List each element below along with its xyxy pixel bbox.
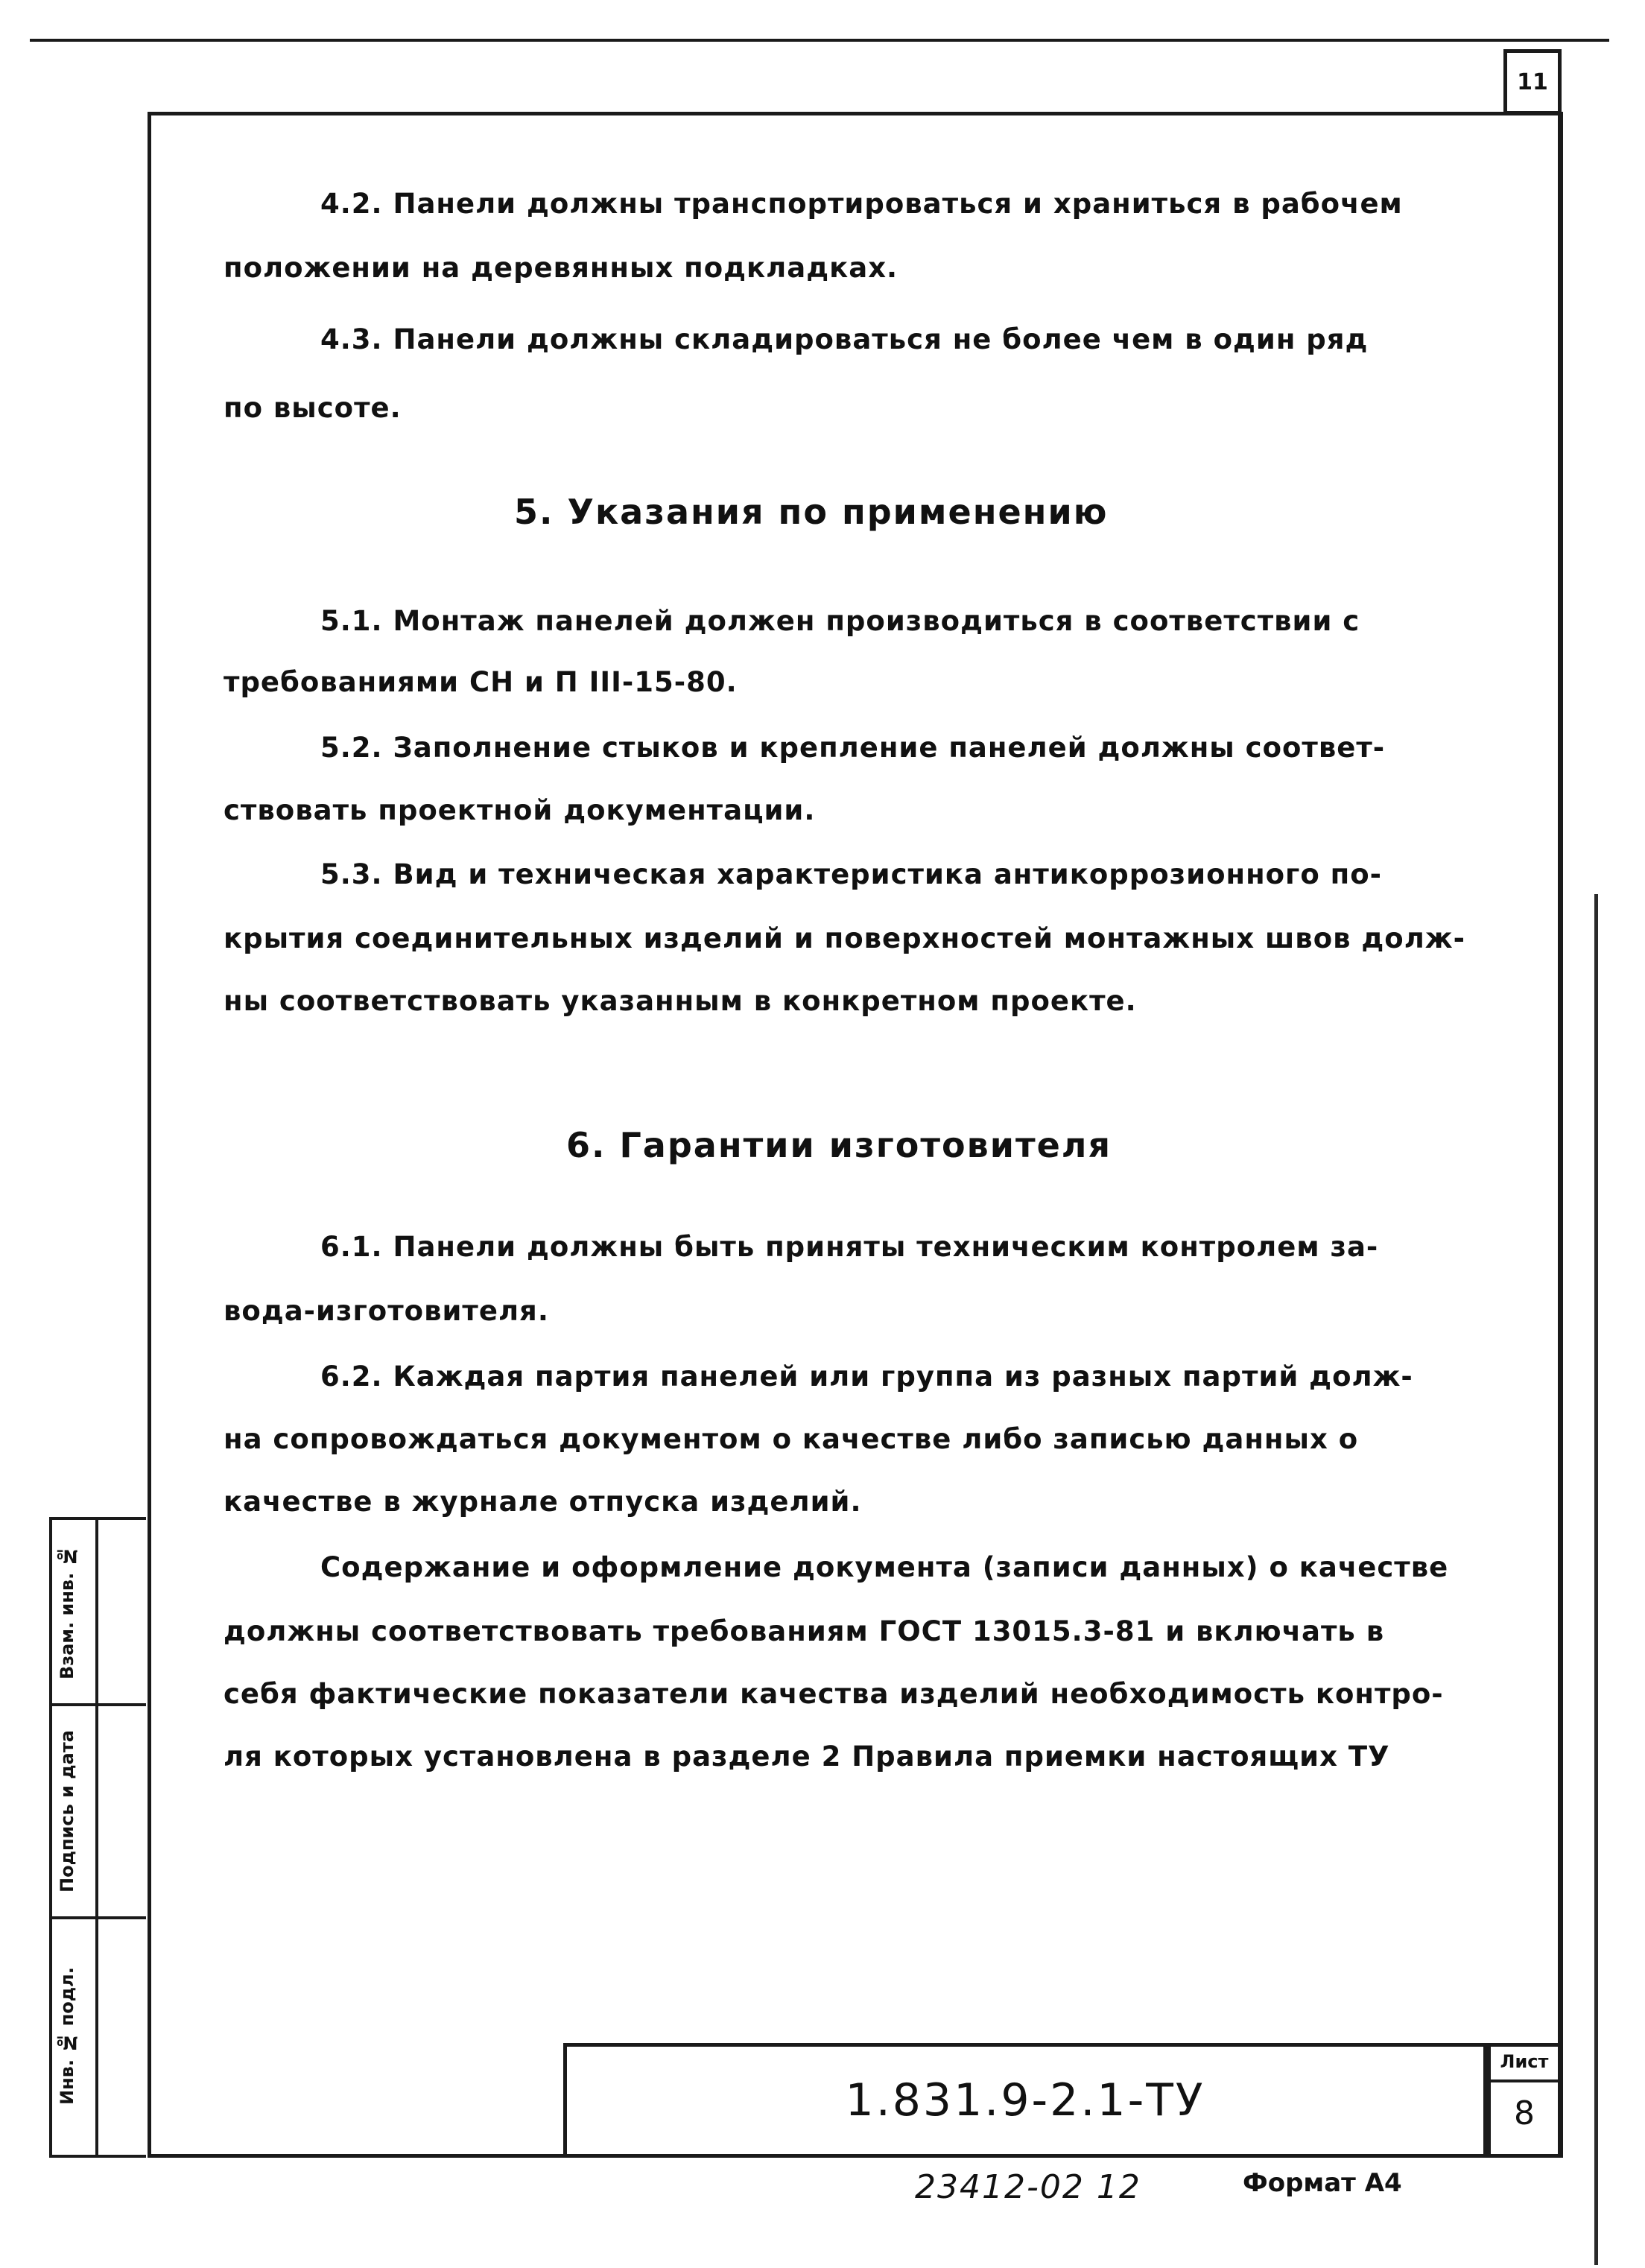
stamp-vzam-inv: Взам. инв. № [57, 1545, 77, 1679]
paragraph-5-3-line-1: 5.3. Вид и техническая характеристика антикоррозионного по- [320, 858, 1383, 890]
section-6-heading: 6. Гарантии изготовителя [566, 1125, 1112, 1165]
page-number: 11 [1503, 49, 1562, 115]
stamp-column-divider [95, 1520, 98, 2155]
paragraph-4-2-line-1: 4.2. Панели должны транспортироваться и храниться в рабочем [320, 188, 1403, 220]
frame-right-edge [1559, 112, 1563, 2158]
approval-stamp [49, 1517, 146, 2158]
paragraph-content-line-2: должны соответствовать требованиям ГОСТ 13015.3-81 и включать в [224, 1615, 1385, 1647]
sheet-divider [1491, 2079, 1558, 2082]
paragraph-6-2-line-1: 6.2. Каждая партия панелей или группа из разных партий долж- [320, 1361, 1413, 1393]
sheet-box [1487, 2043, 1562, 2158]
paragraph-4-3-line-1: 4.3. Панели должны складироваться не более чем в один ряд [320, 323, 1369, 355]
scan-edge-line [1594, 894, 1598, 2265]
document-code: 1.831.9-2.1-ТУ [563, 2043, 1487, 2158]
paragraph-6-1-line-1: 6.1. Панели должны быть приняты техническим контролем за- [320, 1231, 1379, 1263]
footer-code: 23412-02 12 [915, 2168, 1141, 2206]
sheet-label: Лист [1500, 2051, 1549, 2072]
stamp-row-divider [52, 1703, 146, 1706]
paragraph-5-2-line-2: ствовать проектной документации. [224, 794, 816, 826]
paragraph-6-1-line-2: вода-изготовителя. [224, 1295, 549, 1327]
paragraph-4-2-line-2: положении на деревянных подкладках. [224, 252, 898, 284]
stamp-inv-podl: Инв. № подл. [57, 1967, 77, 2106]
paragraph-content-line-1: Содержание и оформление документа (записи данных) о качестве [320, 1551, 1449, 1583]
paragraph-6-2-line-2: на сопровождаться документом о качестве либо записью данных о [224, 1423, 1359, 1455]
paragraph-content-line-3: себя фактические показатели качества изделий необходимость контро- [224, 1678, 1444, 1710]
paragraph-4-3-line-2: по высоте. [224, 392, 402, 424]
paragraph-5-1-line-1: 5.1. Монтаж панелей должен производиться в соответствии с [320, 605, 1360, 637]
paragraph-content-line-4: ля которых установлена в разделе 2 Правила приемки настоящих ТУ [224, 1740, 1390, 1773]
paragraph-6-2-line-3: качестве в журнале отпуска изделий. [224, 1486, 862, 1518]
paragraph-5-1-line-2: требованиями СН и П III-15-80. [224, 666, 738, 698]
paragraph-5-3-line-3: ны соответствовать указанным в конкретном проекте. [224, 985, 1137, 1017]
paragraph-5-2-line-1: 5.2. Заполнение стыков и крепление панелей должны соответ- [320, 732, 1386, 764]
footer-format: Формат А4 [1243, 2168, 1402, 2198]
section-5-heading: 5. Указания по применению [514, 492, 1109, 532]
stamp-row-divider [52, 1916, 146, 1919]
stamp-podpis-data: Подпись и дата [57, 1730, 77, 1892]
top-rule [30, 39, 1609, 42]
paragraph-5-3-line-2: крытия соединительных изделий и поверхностей монтажных швов долж- [224, 922, 1465, 954]
sheet-number: 8 [1514, 2094, 1535, 2132]
